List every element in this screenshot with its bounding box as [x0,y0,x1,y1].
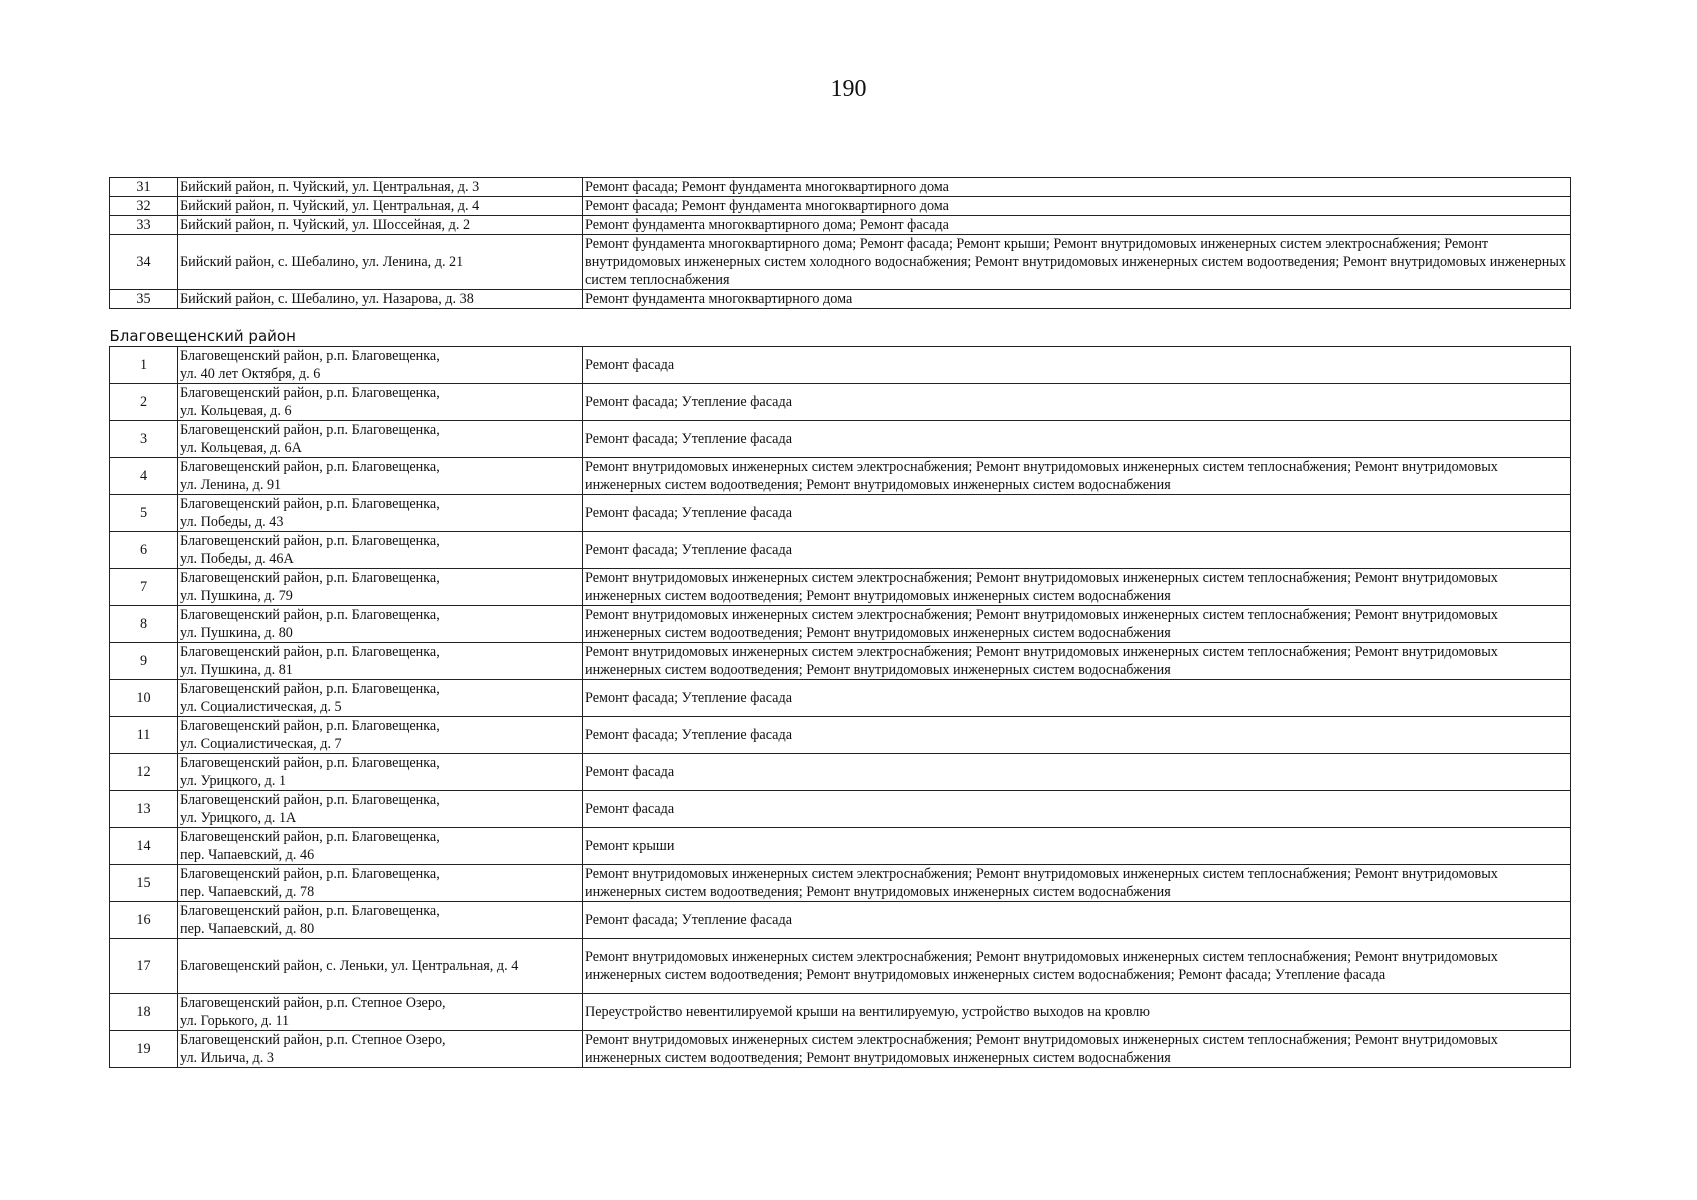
table-row [110,606,1571,643]
address-line-2: пер. Чапаевский, д. 46 [180,847,315,863]
row-number: 8 [110,606,178,643]
address-line-1: Благовещенский район, р.п. Благовещенка, [180,496,440,512]
work-type-cell: Ремонт фасада; Утепление фасада [583,680,1571,717]
address-cell [178,643,583,680]
work-type-cell: Ремонт фасада; Утепление фасада [583,902,1571,939]
address-line-1: Благовещенский район, р.п. Благовещенка, [180,607,440,623]
row-number: 35 [110,290,178,309]
work-type-cell: Ремонт внутридомовых инженерных систем электроснабжения; Ремонт внутридомовых инженерных систем теплоснабжения; Ремонт внутридомовых инженерных систем водоотведения; Ремонт внутридомовых инженерных систем водоснабжения [583,643,1571,680]
address-line-1: Благовещенский район, р.п. Благовещенка, [180,422,440,438]
work-type-cell: Ремонт фасада [583,791,1571,828]
address-line-1: Благовещенский район, р.п. Степное Озеро, [180,1032,446,1048]
address-line-1: Благовещенский район, р.п. Степное Озеро, [180,995,446,1011]
table-row [110,569,1571,606]
address-cell: Бийский район, с. Шебалино, ул. Назарова, д. 38 [178,290,583,309]
address-line-2: пер. Чапаевский, д. 80 [180,921,315,937]
table-row [110,680,1571,717]
address-line-2: ул. Ильича, д. 3 [180,1050,274,1066]
work-type-cell: Ремонт фасада; Утепление фасада [583,717,1571,754]
table-row [110,643,1571,680]
work-type-cell: Ремонт крыши [583,828,1571,865]
address-cell: Бийский район, п. Чуйский, ул. Шоссейная, д. 2 [178,216,583,235]
work-type-cell: Ремонт фундамента многоквартирного дома [583,290,1571,309]
row-number: 1 [110,347,178,384]
address-line-2: пер. Чапаевский, д. 78 [180,884,315,900]
table-row [110,216,1571,235]
row-number: 33 [110,216,178,235]
address-cell [178,421,583,458]
row-number: 31 [110,178,178,197]
address-line-2: ул. 40 лет Октября, д. 6 [180,366,321,382]
work-type-cell: Ремонт фундамента многоквартирного дома; Ремонт фасада; Ремонт крыши; Ремонт внутридомовых инженерных систем электроснабжения; Ремонт внутридомовых инженерных систем холодного водоснабжения; Ремонт внутридомовых инженерных систем водоотведения; Ремонт внутридомовых инженерных систем теплоснабжения [583,235,1571,290]
address-cell [178,791,583,828]
table-row [110,865,1571,902]
address-line-1: Благовещенский район, р.п. Благовещенка, [180,570,440,586]
work-type-cell: Ремонт внутридомовых инженерных систем электроснабжения; Ремонт внутридомовых инженерных систем теплоснабжения; Ремонт внутридомовых инженерных систем водоотведения; Ремонт внутридомовых инженерных систем водоснабжения [583,606,1571,643]
row-number: 13 [110,791,178,828]
table-row [110,495,1571,532]
address-line-2: ул. Победы, д. 43 [180,514,284,530]
address-line-1: Благовещенский район, р.п. Благовещенка, [180,459,440,475]
work-type-cell: Ремонт фасада [583,347,1571,384]
section-header-row [110,319,1571,347]
row-number: 15 [110,865,178,902]
address-line-2: ул. Победы, д. 46А [180,551,294,567]
row-number: 34 [110,235,178,290]
row-number: 3 [110,421,178,458]
table-row [110,939,1571,994]
address-cell [178,754,583,791]
table-row [110,902,1571,939]
work-type-cell: Ремонт фасада; Ремонт фундамента многоквартирного дома [583,197,1571,216]
address-cell [178,458,583,495]
table-row [110,717,1571,754]
table-row [110,421,1571,458]
table-row [110,1031,1571,1068]
address-cell: Бийский район, с. Шебалино, ул. Ленина, д. 21 [178,235,583,290]
address-cell [178,828,583,865]
work-type-cell: Ремонт фасада; Ремонт фундамента многоквартирного дома [583,178,1571,197]
work-type-cell: Ремонт фасада; Утепление фасада [583,384,1571,421]
address-cell [178,680,583,717]
address-line-1: Благовещенский район, р.п. Благовещенка, [180,903,440,919]
address-line-2: ул. Социалистическая, д. 7 [180,736,342,752]
address-line-1: Благовещенский район, р.п. Благовещенка, [180,829,440,845]
address-cell [178,1031,583,1068]
address-cell [178,495,583,532]
row-number: 10 [110,680,178,717]
address-cell: Благовещенский район, с. Леньки, ул. Центральная, д. 4 [178,939,583,994]
address-line-2: ул. Кольцевая, д. 6 [180,403,292,419]
work-type-cell: Ремонт внутридомовых инженерных систем электроснабжения; Ремонт внутридомовых инженерных систем теплоснабжения; Ремонт внутридомовых инженерных систем водоотведения; Ремонт внутридомовых инженерных систем водоснабжения [583,458,1571,495]
table-row [110,347,1571,384]
row-number: 2 [110,384,178,421]
table-row [110,994,1571,1031]
address-line-2: ул. Кольцевая, д. 6А [180,440,302,456]
row-number: 14 [110,828,178,865]
work-type-cell: Ремонт фасада [583,754,1571,791]
table-row [110,178,1571,197]
row-number: 16 [110,902,178,939]
address-line-1: Благовещенский район, р.п. Благовещенка, [180,644,440,660]
row-number: 6 [110,532,178,569]
table-row [110,197,1571,216]
work-type-cell: Ремонт фасада; Утепление фасада [583,495,1571,532]
work-type-cell: Переустройство невентилируемой крыши на вентилируемую, устройство выходов на кровлю [583,994,1571,1031]
address-line-1: Благовещенский район, р.п. Благовещенка, [180,533,440,549]
row-number: 4 [110,458,178,495]
address-line-1: Благовещенский район, р.п. Благовещенка, [180,866,440,882]
address-cell: Бийский район, п. Чуйский, ул. Центральная, д. 3 [178,178,583,197]
address-line-1: Благовещенский район, р.п. Благовещенка, [180,348,440,364]
row-number: 19 [110,1031,178,1068]
address-line-1: Благовещенский район, р.п. Благовещенка, [180,755,440,771]
repair-works-table [109,177,1571,1068]
row-number: 5 [110,495,178,532]
address-cell [178,994,583,1031]
address-line-1: Благовещенский район, р.п. Благовещенка, [180,385,440,401]
address-line-2: ул. Пушкина, д. 79 [180,588,293,604]
address-line-2: ул. Урицкого, д. 1 [180,773,287,789]
row-number: 9 [110,643,178,680]
work-type-cell: Ремонт внутридомовых инженерных систем электроснабжения; Ремонт внутридомовых инженерных систем теплоснабжения; Ремонт внутридомовых инженерных систем водоотведения; Ремонт внутридомовых инженерных систем водоснабжения [583,1031,1571,1068]
row-number: 11 [110,717,178,754]
table-row [110,791,1571,828]
address-line-1: Благовещенский район, р.п. Благовещенка, [180,792,440,808]
section-spacer [110,309,1571,320]
address-cell [178,865,583,902]
address-cell [178,347,583,384]
work-type-cell: Ремонт фасада; Утепление фасада [583,421,1571,458]
section-title: Благовещенский район [110,319,1571,347]
address-line-2: ул. Урицкого, д. 1А [180,810,297,826]
row-number: 7 [110,569,178,606]
address-line-2: ул. Ленина, д. 91 [180,477,282,493]
table-row [110,235,1571,290]
address-line-2: ул. Горького, д. 11 [180,1013,290,1029]
work-type-cell: Ремонт фундамента многоквартирного дома; Ремонт фасада [583,216,1571,235]
table-row [110,458,1571,495]
row-number: 32 [110,197,178,216]
table-row [110,290,1571,309]
address-line-1: Благовещенский район, р.п. Благовещенка, [180,681,440,697]
work-type-cell: Ремонт фасада; Утепление фасада [583,532,1571,569]
address-cell [178,606,583,643]
row-number: 17 [110,939,178,994]
table-row [110,384,1571,421]
address-cell [178,384,583,421]
address-line-2: ул. Пушкина, д. 80 [180,625,293,641]
work-type-cell: Ремонт внутридомовых инженерных систем электроснабжения; Ремонт внутридомовых инженерных систем теплоснабжения; Ремонт внутридомовых инженерных систем водоотведения; Ремонт внутридомовых инженерных систем водоснабжения [583,865,1571,902]
page-number: 190 [830,76,867,102]
row-number: 18 [110,994,178,1031]
work-type-cell: Ремонт внутридомовых инженерных систем электроснабжения; Ремонт внутридомовых инженерных систем теплоснабжения; Ремонт внутридомовых инженерных систем водоотведения; Ремонт внутридомовых инженерных систем водоснабжения; Ремонт фасада; Утепление фасада [583,939,1571,994]
address-cell: Бийский район, п. Чуйский, ул. Центральная, д. 4 [178,197,583,216]
address-cell [178,532,583,569]
row-number: 12 [110,754,178,791]
address-line-2: ул. Пушкина, д. 81 [180,662,293,678]
address-cell [178,717,583,754]
table-row [110,532,1571,569]
table-row [110,754,1571,791]
address-line-2: ул. Социалистическая, д. 5 [180,699,342,715]
address-cell [178,902,583,939]
address-cell [178,569,583,606]
work-type-cell: Ремонт внутридомовых инженерных систем электроснабжения; Ремонт внутридомовых инженерных систем теплоснабжения; Ремонт внутридомовых инженерных систем водоотведения; Ремонт внутридомовых инженерных систем водоснабжения [583,569,1571,606]
address-line-1: Благовещенский район, р.п. Благовещенка, [180,718,440,734]
table-row [110,828,1571,865]
